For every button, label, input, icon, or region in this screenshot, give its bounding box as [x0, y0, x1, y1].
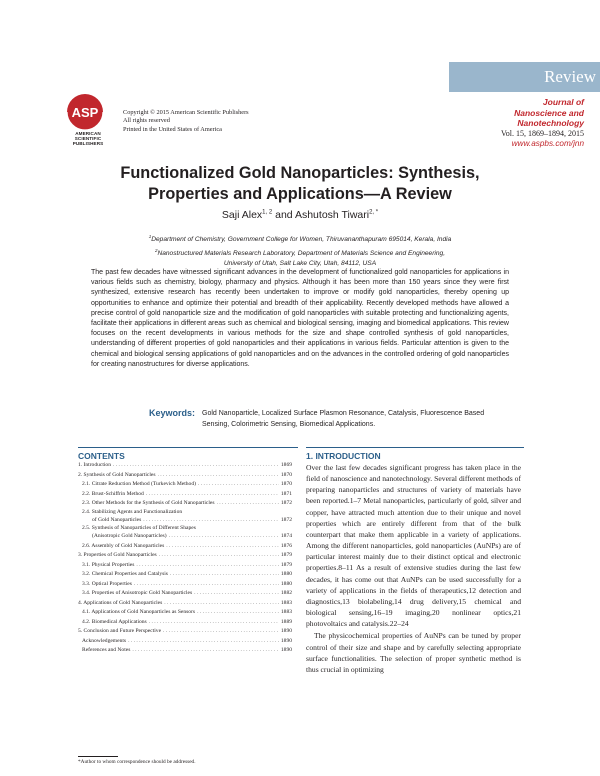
toc-entry-label: 3.3. Optical Properties — [82, 580, 132, 587]
toc-leader-dots — [170, 570, 279, 580]
toc-leader-dots — [158, 471, 279, 481]
toc-leader-dots — [163, 627, 279, 637]
toc-entry[interactable] — [78, 570, 292, 580]
toc-entry[interactable] — [78, 471, 292, 481]
toc-entry[interactable] — [78, 589, 292, 599]
toc-entry-page: 1869 — [280, 462, 292, 468]
toc-entry-label: 2. Synthesis of Gold Nanoparticles — [78, 471, 156, 478]
toc-entry-page: 1890 — [280, 647, 292, 653]
toc-entry-page: 1890 — [280, 637, 292, 644]
title-line: Properties and Applications—A Review — [148, 184, 452, 203]
toc-entry[interactable] — [78, 580, 292, 590]
introduction-paragraph: Over the last few decades significant progress has taken place in the field of nanoscience and nanotechnology. Several different methods of preparing nanoparticles and structures of variety of materials have been reported.1–7 Metal nanoparticles, particularly of gold, silver and copper, have attracted much attention due to their unique and novel properties which are entirely different from that of the bulk counterpart that make them applicable in a variety of applications. Among the different nanoparticles, gold nanoparticles (AuNPs) are of particular interest mainly due to their distinct optical and electronic properties.8–11 As a result of extensive studies during the last few decades, it has come out that AuNPs can be used successfully for a variety of applications in the fields of therapeutics,12 detection and diagnostics,13 biolabeling,14 drug delivery,15 chemical and biological sensing,16–19 imaging,20 nonlinear optics,21 photovoltaics and catalysis.22–24 — [306, 463, 521, 629]
journal-info — [449, 97, 584, 150]
journal-volume: Vol. 15, 1869–1894, 2015 — [501, 128, 584, 138]
toc-leader-dots — [166, 542, 279, 552]
author-affil-marker: 1, 2 — [262, 209, 273, 216]
toc-leader-dots — [146, 490, 279, 500]
toc-entry[interactable] — [78, 516, 292, 526]
toc-entry-label: 1. Introduction — [78, 462, 111, 468]
toc-entry[interactable] — [78, 637, 292, 647]
toc-entry-label: 5. Conclusion and Future Perspective — [78, 628, 162, 634]
toc-entry-page: 1883 — [280, 599, 292, 606]
toc-entry-label: of Gold Nanoparticles — [92, 516, 142, 523]
toc-leader-dots — [134, 580, 279, 590]
toc-entry[interactable] — [78, 599, 292, 609]
toc-entry-page: 1889 — [280, 618, 292, 625]
copyright-line: Copyright © 2015 American Scientific Publishers — [123, 109, 249, 116]
toc-entry-page: 1880 — [280, 580, 292, 587]
journal-url[interactable]: www.aspbs.com/jnn — [511, 139, 584, 148]
toc-entry-page: 1872 — [280, 500, 292, 506]
copyright-notice — [123, 109, 249, 134]
correspondence-footnote: *Author to whom correspondence should be addressed. — [78, 759, 196, 765]
toc-leader-dots — [159, 551, 279, 561]
toc-entry-label: 2.3. Other Methods for the Synthesis of Gold Nanoparticles — [82, 500, 215, 506]
toc-leader-dots — [194, 589, 279, 599]
publisher-caption — [61, 131, 115, 147]
toc-entry-label: 2.4. Stabilizing Agents and Functionalization — [82, 508, 183, 515]
toc-leader-dots — [198, 480, 279, 490]
toc-entry[interactable] — [78, 532, 292, 542]
toc-entry-page: 1876 — [280, 542, 292, 549]
toc-leader-dots — [128, 637, 279, 647]
toc-entry-page: 1883 — [280, 609, 292, 615]
toc-entry-label: 3. Properties of Gold Nanoparticles — [78, 552, 157, 558]
author-name: Ashutosh Tiwari — [294, 209, 370, 221]
copyright-line: Printed in the United States of America — [123, 125, 222, 133]
toc-entry[interactable] — [78, 499, 292, 509]
toc-entry[interactable] — [78, 561, 292, 571]
toc-entry[interactable] — [78, 509, 292, 516]
caption-line: SCIENTIFIC — [74, 136, 102, 142]
introduction-heading: 1. INTRODUCTION — [306, 451, 381, 461]
caption-line: PUBLISHERS — [72, 141, 104, 147]
journal-name-line2: Nanoscience and Nanotechnology — [514, 107, 584, 128]
toc-entry-page: 1872 — [280, 516, 292, 523]
contents-heading: CONTENTS — [78, 451, 125, 461]
toc-entry-page: 1870 — [280, 471, 292, 478]
author-conjunction: and — [272, 209, 295, 221]
abstract: The past few decades have witnessed significant advances in the development of functionalized gold nanoparticles for applications in various fields such as chemistry, biology, pharmacy and physics. Although it has been more than 150 years since they were first synthesized, extensive research has recently been undertaken to improve or modify gold nanoparticles, thereby opening up opportunities to enhance and optimize their potential and breadth of their applicability. Recently developed methods have allowed a precise control of gold nanoparticle size and the modification of gold nanoparticles with suitable protecting and functionalizing agents, facilitate their applications in different areas such as chemical and biological sensing, imaging and biomedical applications. This review focuses on the recent developments in various methods for the size and shape controlled synthesis of gold nanoparticles, understanding of different properties of gold nanoparticles and their applications in various fields. Particular attention is given to the chemical and biological sensing applications of gold nanoparticles and on the advances in the controlled ordering of gold nanoparticles for creating nanostructures for diverse applications. — [91, 269, 509, 368]
toc-entry-label: 2.1. Citrate Reduction Method (Turkevich Method) — [82, 481, 196, 487]
toc-entry[interactable] — [78, 525, 292, 532]
affiliations — [80, 232, 520, 270]
toc-entry-page: 1880 — [280, 571, 292, 577]
toc-entry-label: 2.2. Brust-Schiffrin Method — [82, 490, 144, 497]
table-of-contents — [78, 461, 292, 656]
toc-leader-dots — [217, 499, 279, 509]
toc-entry-label: 4.1. Applications of Gold Nanoparticles as Sensors — [82, 609, 196, 615]
toc-leader-dots — [132, 646, 279, 656]
toc-entry-label: 2.5. Synthesis of Nanoparticles of Different Shapes — [82, 525, 196, 531]
toc-entry[interactable] — [78, 608, 292, 618]
title-line: Functionalized Gold Nanoparticles: Synthesis, — [120, 164, 480, 182]
article-type-label: Review — [544, 67, 596, 86]
toc-entry[interactable] — [78, 490, 292, 500]
affiliation-1: $^1$Department of Chemistry, Government College for Women, Thiruvananthapuram 695014, Kerala, India — [148, 234, 452, 244]
toc-entry-label: 3.4. Properties of Anisotropic Gold Nanoparticles — [82, 590, 193, 596]
toc-entry[interactable] — [78, 627, 292, 637]
toc-leader-dots — [143, 516, 279, 526]
toc-entry-label: References and Notes — [82, 647, 131, 653]
author-affil-marker: 2, * — [369, 209, 379, 216]
toc-entry-page: 1890 — [280, 628, 292, 634]
toc-leader-dots — [149, 618, 279, 628]
introduction-body — [306, 462, 521, 675]
introduction-paragraph: The physicochemical properties of AuNPs can be tuned by proper control of their size and shape and by carefully selecting appropriate surface functionalities. The selection of proper synthetic method is thus crucial in optimizing — [306, 631, 521, 674]
toc-entry[interactable] — [78, 618, 292, 628]
toc-entry-label: 4.2. Biomedical Applications — [82, 618, 147, 625]
toc-entry-page: 1879 — [280, 552, 292, 558]
toc-entry-page: 1879 — [280, 561, 292, 568]
introduction-divider — [306, 447, 524, 448]
toc-entry-label: (Anisotropic Gold Nanoparticles) — [92, 533, 167, 539]
affiliation-2-cont: University of Utah, Salt Lake City, Utah, 84112, USA — [223, 260, 377, 268]
keywords: Gold Nanoparticle, Localized Surface Plasmon Resonance, Catalysis, Fluorescence Based Sensing, Colorimetric Sensing, Biomedical Applications. — [202, 410, 485, 428]
caption-line: AMERICAN — [75, 131, 101, 136]
footnote-divider — [78, 756, 118, 757]
toc-entry-page: 1882 — [280, 590, 292, 596]
toc-entry-page: 1871 — [280, 490, 292, 497]
toc-entry-label: 3.2. Chemical Properties and Catalysis — [82, 571, 168, 577]
toc-entry-label: Acknowledgements — [82, 637, 127, 644]
copyright-line: All rights reserved — [123, 117, 170, 125]
journal-name-line1: Journal of — [542, 97, 584, 107]
toc-entry-page: 1870 — [280, 481, 292, 487]
toc-leader-dots — [169, 532, 279, 542]
contents-divider — [78, 447, 298, 448]
toc-entry[interactable] — [78, 461, 292, 471]
toc-entry[interactable] — [78, 551, 292, 561]
toc-entry-label: 2.6. Assembly of Gold Nanoparticles — [82, 542, 165, 549]
keywords-label: Keywords: — [149, 408, 196, 418]
logo-letters: ASP — [71, 105, 99, 120]
toc-leader-dots — [113, 461, 279, 471]
toc-leader-dots — [164, 599, 279, 609]
toc-entry-label: 3.1. Physical Properties — [82, 561, 135, 568]
toc-entry-page: 1874 — [280, 533, 292, 539]
toc-entry-label: 4. Applications of Gold Nanoparticles — [78, 599, 163, 606]
toc-leader-dots — [197, 608, 279, 618]
authors — [80, 209, 520, 221]
toc-leader-dots — [136, 561, 279, 571]
author-name: Saji Alex — [221, 209, 263, 221]
toc-entry[interactable] — [78, 542, 292, 552]
toc-entry[interactable] — [78, 480, 292, 490]
article-type-tab — [449, 62, 600, 92]
article-title — [80, 163, 520, 204]
affiliation-2: $^2$Nanostructured Materials Research Laboratory, Department of Materials Science and Engineering, — [154, 247, 446, 257]
toc-entry[interactable] — [78, 646, 292, 656]
